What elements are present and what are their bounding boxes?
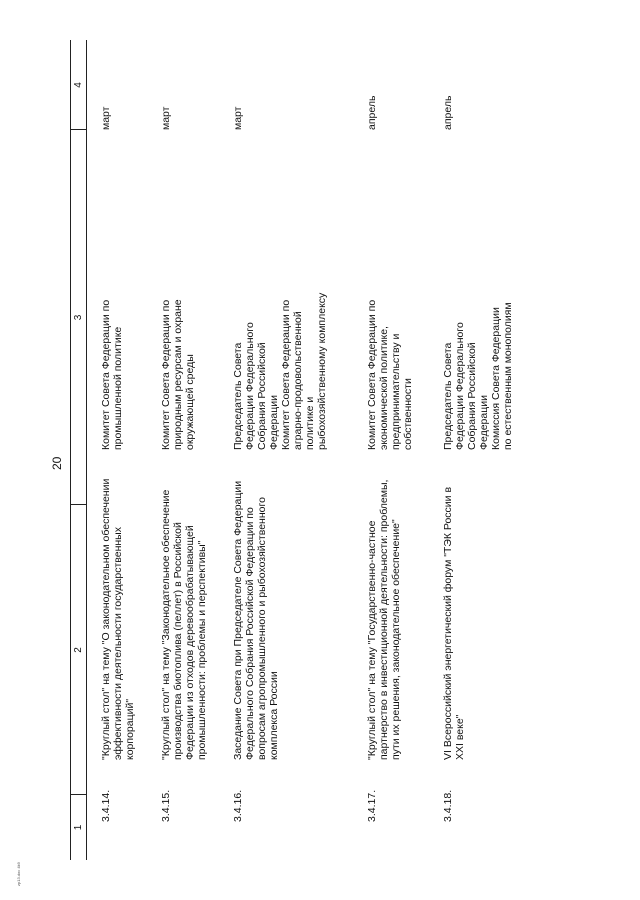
item-number: 3.4.17. (366, 789, 378, 822)
table-header-col-3: 3 (70, 129, 87, 505)
responsible-body: Председатель Совета Федерации Федерального Собрания Российской Федерации Комитет Совета Федерации по аграрно-продовольственной политике и рыбохозяйственному комплексу (232, 292, 328, 450)
event-title: VI Всероссийский энергетический форум "ТЭК России в XXI веке" (442, 486, 466, 760)
table-header-col-1: 1 (70, 794, 87, 860)
file-footer: zp13.doc 4k9 (16, 862, 21, 886)
table-header-col-2: 2 (70, 504, 87, 795)
rotated-sheet (50, 40, 590, 860)
event-title: "Круглый стол" на тему "Законодательное обеспечение производства биотоплива (пеллет) в Российской Федерации из отходов деревообрабатывающей промышленности: проблемы и перспективы" (160, 489, 208, 760)
event-title: "Круглый стол" на тему "О законодательном обеспечении эффективности деятельности государственных корпораций" (100, 478, 136, 760)
item-number: 3.4.15. (160, 789, 172, 822)
item-number: 3.4.14. (100, 789, 112, 822)
item-number: 3.4.16. (232, 789, 244, 822)
responsible-body: Комитет Совета Федерации по экономической политике, предпринимательству и собственности (366, 299, 414, 450)
event-month: март (160, 106, 172, 130)
event-month: март (100, 106, 112, 130)
event-month: апрель (442, 95, 454, 130)
responsible-body: Комитет Совета Федерации по промышленной политике (100, 299, 124, 450)
event-title: "Круглый стол" на тему "Государственно-частное партнерство в инвестиционной деятельности: проблемы, пути их решения, законодательное обеспечение" (366, 479, 402, 760)
responsible-body: Комитет Совета Федерации по природным ресурсам и охране окружающей среды (160, 299, 196, 450)
event-title: Заседание Совета при Председателе Совета Федерации Федерального Собрания Российской Федерации по вопросам агропромышленного и рыбохозяйственного комплекса России (232, 480, 280, 760)
item-number: 3.4.18. (442, 789, 454, 822)
event-month: апрель (366, 95, 378, 130)
table-header-col-4: 4 (70, 40, 87, 130)
responsible-body: Председатель Совета Федерации Федерального Собрания Российской Федерации Комиссия Совета Федерации по естественным монополиям (442, 302, 514, 450)
page-number: 20 (50, 456, 64, 470)
event-month: март (232, 106, 244, 130)
